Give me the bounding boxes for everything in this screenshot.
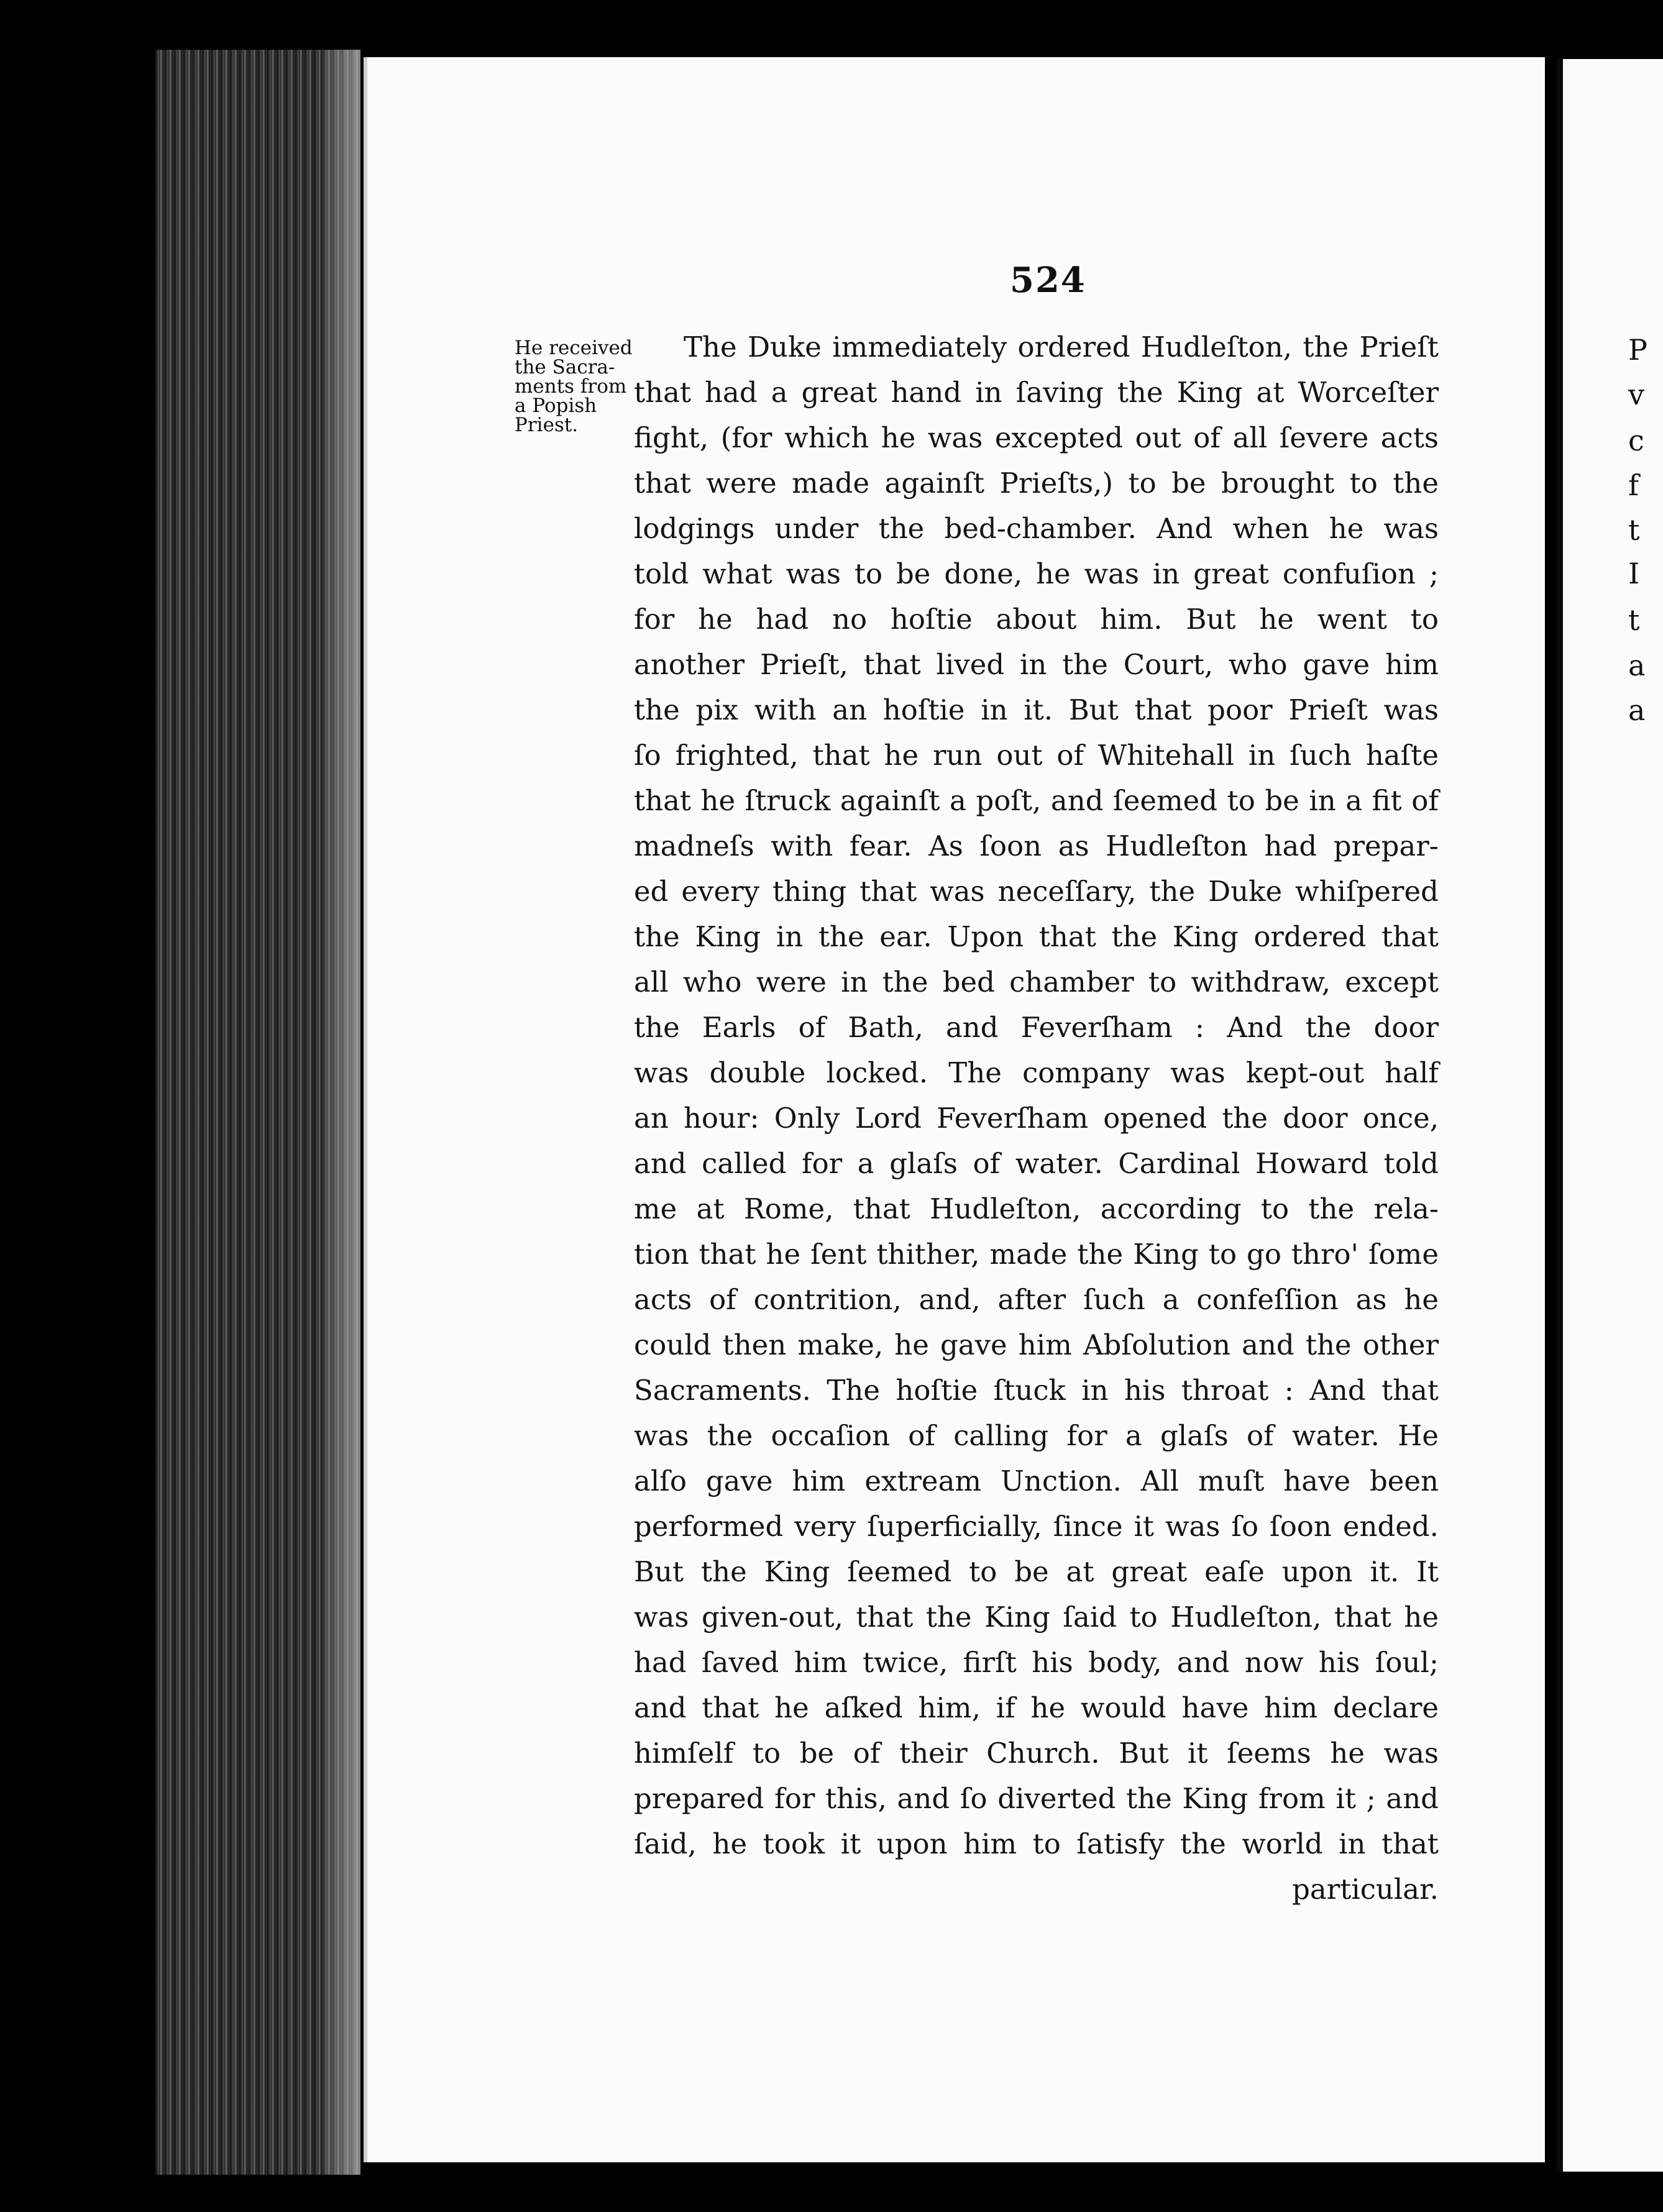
- text-line: the pix with an hoſtie in it. But that poor Prieſt was: [634, 693, 1439, 726]
- text-line: prepared for this, and ſo diverted the King from it ; and: [634, 1782, 1439, 1815]
- adjacent-page-char: v: [1628, 378, 1644, 411]
- text-line: ſo frighted, that he run out of Whitehall in ſuch haſte: [634, 739, 1439, 772]
- text-line: and called for a glaſs of water. Cardinal Howard told: [634, 1147, 1439, 1180]
- adjacent-page-char: a: [1628, 649, 1646, 682]
- text-line: lodgings under the bed-chamber. And when he was: [634, 512, 1439, 545]
- adjacent-page-char: a: [1628, 693, 1646, 727]
- text-line: tion that he ſent thither, made the King to go thro' ſome: [634, 1238, 1439, 1271]
- text-line: was double locked. The company was kept-out half: [634, 1056, 1439, 1089]
- text-line: alſo gave him extream Unction. All muſt have been: [634, 1465, 1439, 1497]
- marginal-note-line: a Popish: [515, 395, 597, 417]
- text-line: me at Rome, that Hudleſton, according to the rela-: [634, 1192, 1439, 1225]
- adjacent-page-char: t: [1628, 603, 1640, 637]
- text-line: that had a great hand in ſaving the King at Worceſter: [634, 376, 1439, 409]
- adjacent-page-char: I: [1628, 557, 1640, 590]
- text-line: fight, (for which he was excepted out of all ſevere acts: [634, 421, 1439, 454]
- text-line: ed every thing that was neceſſary, the Duke whiſpered: [634, 875, 1439, 908]
- text-line: the King in the ear. Upon that the King ordered that: [634, 920, 1439, 953]
- adjacent-page-char: P: [1628, 333, 1647, 367]
- marginal-note-line: He received: [515, 337, 633, 359]
- book-edge-fade: [323, 50, 360, 2175]
- text-line: But the King ſeemed to be at great eaſe upon it. It: [634, 1555, 1439, 1588]
- text-line: Sacraments. The hoſtie ſtuck in his throat : And that: [634, 1374, 1439, 1407]
- text-line: for he had no hoſtie about him. But he went to: [634, 603, 1439, 636]
- text-line: another Prieſt, that lived in the Court, who gave him: [634, 648, 1439, 681]
- text-line: had ſaved him twice, firſt his body, and now his ſoul;: [634, 1646, 1439, 1679]
- text-line: that he ſtruck againſt a poſt, and ſeemed to be in a fit of: [634, 784, 1439, 817]
- text-line: told what was to be done, he was in great confuſion ;: [634, 557, 1439, 590]
- text-line: the Earls of Bath, and Feverſham : And the door: [634, 1011, 1439, 1044]
- marginal-note-line: Priest.: [515, 414, 579, 436]
- text-line: ſaid, he took it upon him to ſatisfy the world in that: [634, 1827, 1439, 1860]
- text-line: The Duke immediately ordered Hudleſton, the Prieſt: [684, 331, 1439, 363]
- adjacent-page-char: f: [1628, 468, 1639, 502]
- text-line: all who were in the bed chamber to withdraw, except: [634, 966, 1439, 999]
- text-line: and that he aſked him, if he would have him declare: [634, 1691, 1439, 1724]
- text-line: particular.: [1292, 1873, 1439, 1906]
- page-number: 524: [1010, 260, 1086, 301]
- text-line: madneſs with fear. As ſoon as Hudleſton had prepar-: [634, 830, 1439, 862]
- adjacent-page-char: c: [1628, 424, 1644, 457]
- adjacent-page-char: t: [1628, 513, 1640, 547]
- marginal-note-line: ments from: [515, 375, 627, 398]
- text-line: acts of contrition, and, after ſuch a confeſſion as he: [634, 1283, 1439, 1316]
- text-line: himſelf to be of their Church. But it ſeems he was: [634, 1737, 1439, 1770]
- marginal-note: [515, 339, 651, 435]
- text-line: performed very ſuperficially, ſince it was ſo ſoon ended.: [634, 1510, 1439, 1543]
- text-line: was given-out, that the King ſaid to Hudleſton, that he: [634, 1601, 1439, 1634]
- marginal-note-line: the Sacra-: [515, 356, 615, 378]
- text-line: could then make, he gave him Abſolution and the other: [634, 1328, 1439, 1361]
- text-line: that were made againſt Prieſts,) to be brought to the: [634, 467, 1439, 500]
- text-line: was the occaſion of calling for a glaſs of water. He: [634, 1419, 1439, 1452]
- text-line: an hour: Only Lord Feverſham opened the door once,: [634, 1102, 1439, 1135]
- adjacent-page: [1557, 59, 1663, 2172]
